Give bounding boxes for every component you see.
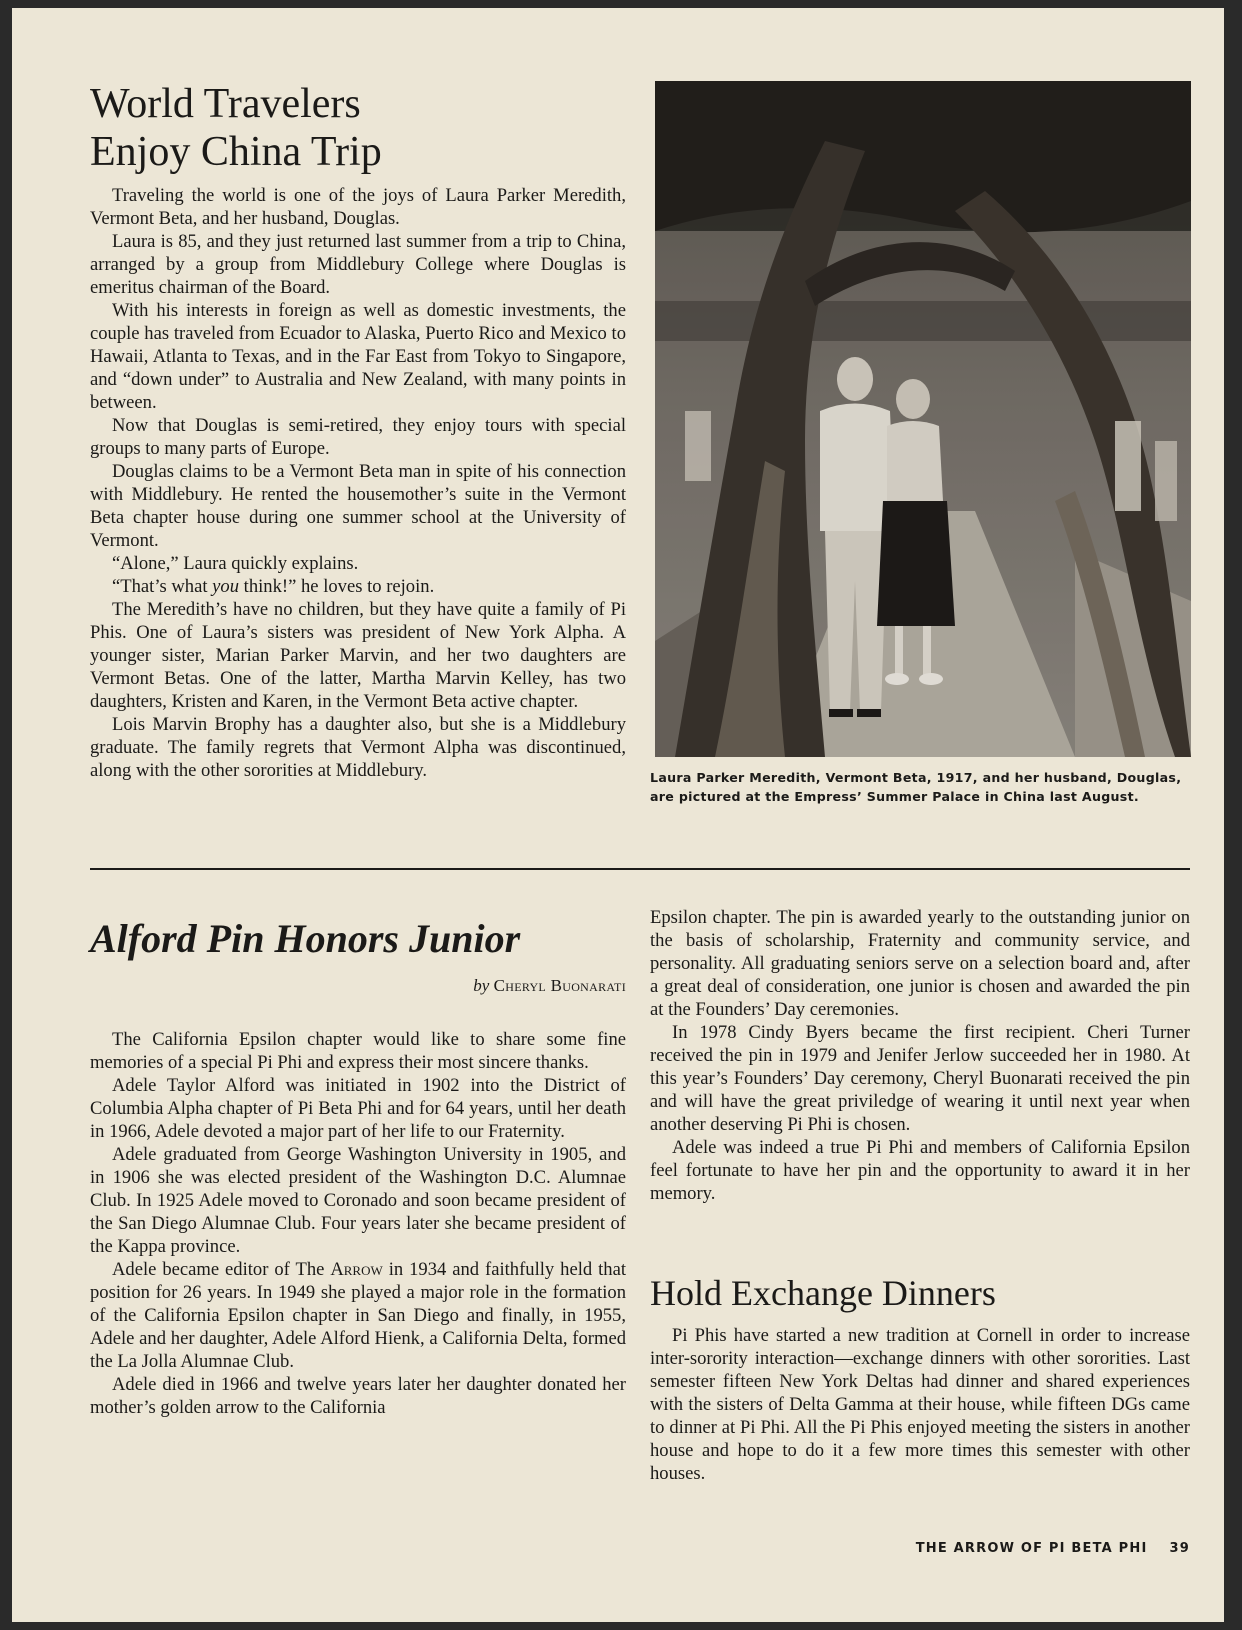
- text-run: “That’s what: [112, 576, 213, 597]
- photo-couple-at-summer-palace: [655, 81, 1191, 757]
- headline-line-1: World Travelers: [90, 81, 361, 127]
- article-headline: [90, 80, 626, 176]
- paragraph: Now that Douglas is semi-retired, they enjoy tours with special groups to many parts of Europe.: [90, 415, 626, 459]
- text-run: in 1934 and faithfully held that position for 26 years. In 1949 she played a major role in the formation of the California Epsilon chapter in San Diego and finally, in 1955, Adele and her daughter, Adele Alford Hienk, a California Delta, formed the La Jolla Alumnae Club.: [90, 1259, 626, 1372]
- byline-by: by: [473, 976, 490, 995]
- article-body-continued: [650, 906, 1190, 1205]
- byline: [90, 976, 626, 996]
- paragraph: With his interests in foreign as well as domestic investments, the couple has traveled from Ecuador to Alaska, Puerto Rico and Mexico to Hawaii, Atlanta to Texas, and in the Far East from Tokyo to Singapore, and “down under” to Australia and New Zealand, with many points in between.: [90, 300, 626, 413]
- paragraph: Laura is 85, and they just returned last summer from a trip to China, arranged by a group from Middlebury College where Douglas is emeritus chairman of the Board.: [90, 231, 626, 298]
- article-headline: [650, 1272, 1190, 1314]
- article-body: [90, 184, 626, 782]
- page-footer: [844, 1541, 1190, 1556]
- paragraph: Adele graduated from George Washington University in 1905, and in 1906 she was elected president of the Washington D.C. Alumnae Club. In 1925 Adele moved to Coronado and soon became president of the San Diego Alumnae Club. Four years later she became president of the Kappa province.: [90, 1144, 626, 1257]
- paragraph: Lois Marvin Brophy has a daughter also, but she is a Middlebury graduate. The family regrets that Vermont Alpha was discontinued, along with the other sororities at Middlebury.: [90, 714, 626, 781]
- headline-text: Alford Pin Honors Junior: [90, 916, 521, 961]
- text-run: think!” he loves to rejoin.: [239, 576, 435, 597]
- paragraph: Adele died in 1966 and twelve years later her daughter donated her mother’s golden arrow to the California: [90, 1374, 626, 1418]
- paragraph: Epsilon chapter. The pin is awarded yearly to the outstanding junior on the basis of scholarship, Fraternity and community service, and personality. All graduating seniors serve on a selection board and, after a great deal of consideration, one junior is chosen and awarded the pin at the Founders’ Day ceremonies.: [650, 907, 1190, 1020]
- paragraph: [90, 575, 626, 598]
- article-world-travelers: [90, 80, 626, 176]
- publication-name: THE ARROW OF PI BETA PHI: [915, 1541, 1148, 1556]
- magazine-name: Arrow: [330, 1259, 383, 1280]
- photo-caption: Laura Parker Meredith, Vermont Beta, 1917, and her husband, Douglas, are pictured at the Empress’ Summer Palace in China last August.: [650, 770, 1182, 804]
- page-number: 39: [1169, 1541, 1190, 1556]
- magazine-page: [12, 8, 1224, 1622]
- paragraph: Douglas claims to be a Vermont Beta man in spite of his connection with Middlebury. He rented the housemother’s suite in the Vermont Beta chapter house during one summer school at the University of Vermont.: [90, 461, 626, 551]
- text-run: Adele became editor of The: [112, 1259, 331, 1280]
- byline-author: Cheryl Buonarati: [493, 976, 626, 995]
- article-headline: [90, 916, 630, 962]
- paragraph: Traveling the world is one of the joys of Laura Parker Meredith, Vermont Beta, and her husband, Douglas.: [90, 185, 626, 229]
- emphasis: you: [212, 576, 240, 597]
- paragraph: In 1978 Cindy Byers became the first recipient. Cheri Turner received the pin in 1979 and Jenifer Jerlow succeeded her in 1980. At this year’s Founders’ Day ceremony, Cheryl Buonarati received the pin and will have the great priviledge of wearing it until next year when another deserving Pi Phi is chosen.: [650, 1022, 1190, 1135]
- paragraph: Pi Phis have started a new tradition at Cornell in order to increase inter-sorority interaction—exchange dinners with other sororities. Last semester fifteen New York Deltas had dinner and shared experiences with the sisters of Delta Gamma at their house, while fifteen DGs came to dinner at Pi Phi. All the Pi Phis enjoyed meeting the sisters in another house and hope to do it a few more times this semester with other houses.: [650, 1325, 1190, 1484]
- article-body: [90, 1028, 626, 1419]
- paragraph: Adele Taylor Alford was initiated in 1902 into the District of Columbia Alpha chapter of Pi Beta Phi and for 64 years, until her death in 1966, Adele devoted a major part of her life to our Fraternity.: [90, 1075, 626, 1142]
- headline-text: Hold Exchange Dinners: [650, 1273, 996, 1313]
- photo-illustration: [655, 81, 1191, 757]
- article-body: [650, 1324, 1190, 1485]
- paragraph: The California Epsilon chapter would like to share some fine memories of a special Pi Phi and express their most sincere thanks.: [90, 1029, 626, 1073]
- paragraph: The Meredith’s have no children, but they have quite a family of Pi Phis. One of Laura’s sisters was president of New York Alpha. A younger sister, Marian Parker Marvin, and her two daughters are Vermont Betas. One of the latter, Martha Marvin Kelley, has two daughters, Kristen and Karen, in the Vermont Beta active chapter.: [90, 599, 626, 712]
- paragraph: Adele was indeed a true Pi Phi and members of California Epsilon feel fortunate to have her pin and the opportunity to award it in her memory.: [650, 1137, 1190, 1204]
- section-divider: [90, 868, 1190, 870]
- paragraph: “Alone,” Laura quickly explains.: [112, 553, 359, 574]
- paragraph: [90, 1258, 626, 1373]
- headline-line-2: Enjoy China Trip: [90, 129, 382, 175]
